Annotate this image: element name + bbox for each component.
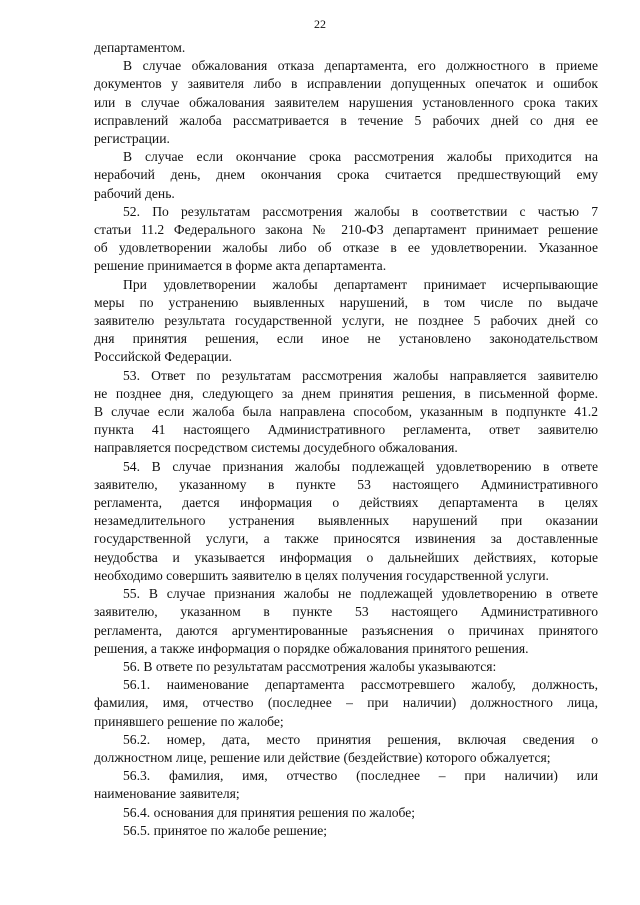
text-line: направляется посредством системы досудебного обжалования.: [94, 440, 458, 456]
text-line: не позднее дня, следующего за днем принятия решения, в письменной форме.: [94, 385, 598, 401]
text-line: В случае обжалования отказа департамента, его должностного в приеме: [123, 58, 598, 74]
paragraph: [94, 276, 598, 367]
text-line: дня принятия решения, если иное не установлено законодательством: [94, 331, 598, 347]
text-line: 56.1. наименование департамента рассмотревшего жалобу, должность,: [123, 677, 598, 693]
text-line: 56. В ответе по результатам рассмотрения жалобы указываются:: [123, 658, 497, 674]
paragraph: [94, 57, 598, 148]
paragraph: [94, 731, 598, 767]
text-line: заявителю результата государственной услуги, не позднее 5 рабочих дней со: [94, 313, 598, 329]
text-line: об удовлетворении жалобы либо об отказе в ее удовлетворении. Указанное: [94, 240, 598, 256]
text-line: фамилия, имя, отчество (последнее – при наличии) должностного лица,: [94, 695, 598, 711]
text-line: исправлений жалоба рассматривается в течение 5 рабочих дней со дня ее: [94, 112, 598, 128]
paragraph: [94, 39, 598, 57]
text-line: 56.5. принятое по жалобе решение;: [123, 822, 328, 838]
text-line: неудобства и указывается информация о дальнейших действиях, которые: [94, 549, 598, 565]
text-line: 54. В случае признания жалобы подлежащей удовлетворению в ответе: [123, 458, 598, 474]
text-line: решение принимается в форме акта департамента.: [94, 258, 387, 274]
paragraph: [94, 367, 598, 458]
text-line: В случае если окончание срока рассмотрения жалобы приходится на: [123, 149, 598, 165]
text-line: регламента, даются аргументированные разъяснения о причинах принятого: [94, 622, 598, 638]
document-body: [94, 39, 598, 840]
text-line: 56.2. номер, дата, место принятия решения, включая сведения о: [123, 731, 598, 747]
text-line: незамедлительного устранения выявленных нарушений при оказании: [94, 513, 598, 529]
paragraph: [94, 767, 598, 803]
paragraph: [94, 148, 598, 203]
text-line: заявителю, указанному в пункте 53 настоящего Административного: [94, 476, 598, 492]
text-line: департаментом.: [94, 40, 186, 55]
text-line: При удовлетворении жалобы департамент принимает исчерпывающие: [123, 276, 598, 292]
paragraph: [94, 203, 598, 276]
text-line: 52. По результатам рассмотрения жалобы в соответствии с частью 7: [123, 203, 598, 219]
text-line: государственной услуги, а также приносятся извинения за доставленные: [94, 531, 598, 547]
text-line: рабочий день.: [94, 185, 175, 201]
page-number: 22: [314, 17, 326, 31]
text-line: документов у заявителя либо в исправлении допущенных опечаток и ошибок: [94, 76, 598, 92]
text-line: или в случае обжалования заявителем нарушения установленного срока таких: [94, 94, 598, 110]
text-line: наименование заявителя;: [94, 786, 240, 802]
paragraph: [94, 804, 598, 822]
text-line: 53. Ответ по результатам рассмотрения жалобы направляется заявителю: [123, 367, 598, 383]
text-line: заявителю, указанном в пункте 53 настоящего Административного: [94, 604, 598, 620]
text-line: 56.4. основания для принятия решения по жалобе;: [123, 804, 416, 820]
text-line: должностном лице, решение или действие (бездействие) которого обжалуется;: [94, 749, 551, 765]
text-line: Российской Федерации.: [94, 349, 232, 365]
text-line: необходимо совершить заявителю в целях получения государственной услуги.: [94, 567, 549, 583]
text-line: 55. В случае признания жалобы не подлежащей удовлетворению в ответе: [123, 586, 598, 602]
paragraph: [94, 822, 598, 840]
text-line: решения, а также информация о порядке обжалования принятого решения.: [94, 640, 529, 656]
text-line: меры по устранению выявленных нарушений, в том числе по выдаче: [94, 294, 598, 310]
text-line: пункта 41 настоящего Административного регламента, ответ заявителю: [94, 422, 598, 438]
text-line: нерабочий день, днем окончания срока считается предшествующий ему: [94, 167, 598, 183]
text-line: регистрации.: [94, 131, 170, 147]
text-line: В случае если жалоба была направлена способом, указанным в подпункте 41.2: [94, 404, 598, 420]
paragraph: [94, 658, 598, 676]
text-line: принявшего решение по жалобе;: [94, 713, 284, 729]
text-line: 56.3. фамилия, имя, отчество (последнее – при наличии) или: [123, 768, 598, 784]
text-line: регламента, дается информация о действиях департамента в целях: [94, 495, 598, 511]
text-line: статьи 11.2 Федерального закона № 210-ФЗ департамент принимает решение: [94, 222, 598, 238]
paragraph: [94, 676, 598, 731]
paragraph: [94, 458, 598, 585]
paragraph: [94, 585, 598, 658]
